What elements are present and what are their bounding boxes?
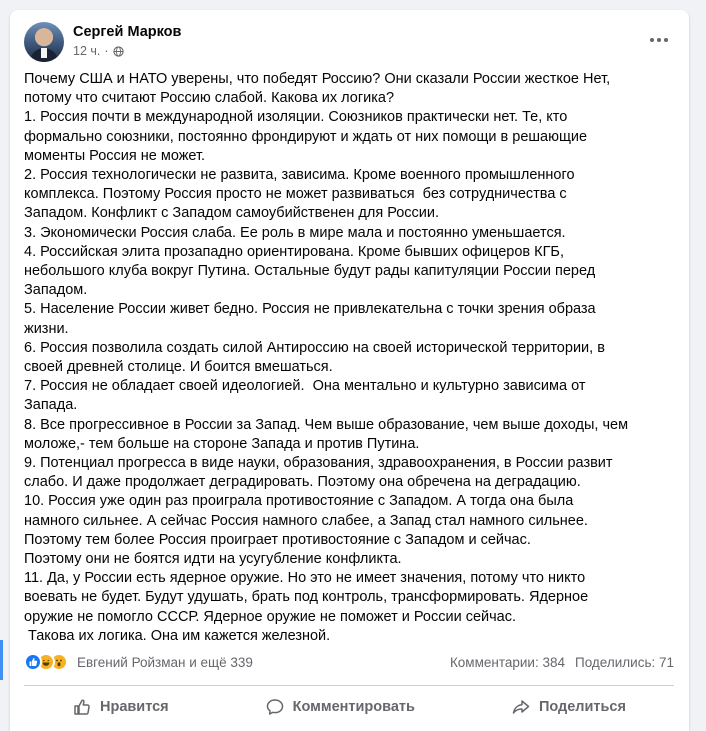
post-text-line: 1. Россия почти в международной изоляции. Союзников практически нет. Те, кто — [24, 109, 568, 126]
post-actions — [24, 688, 674, 726]
post-text-line: формально союзники, постоянно фрондируют и ждать от них помощи в решающие — [24, 128, 588, 145]
post-text-line: 3. Экономически Россия слаба. Ее роль в мире мала и постоянно уменьшается. — [24, 224, 566, 241]
post-text-line: 9. Потенциал прогресса в виде науки, образования, здравоохранения, в России развит — [24, 455, 613, 472]
reaction-icons[interactable] — [24, 653, 63, 671]
comments-count[interactable]: Комментарии: 384 — [449, 654, 565, 670]
reactors-summary[interactable]: Евгений Ройзман и ещё 339 — [77, 654, 253, 670]
actions-divider — [24, 685, 674, 686]
share-label: Поделиться — [538, 699, 626, 715]
comment-bubble-icon — [265, 697, 285, 717]
post-text-line: 5. Население России живет бедно. Россия не привлекательна с точки зрения образа — [24, 301, 596, 318]
post-text-line: 11. Да, у России есть ядерное оружие. Но это не имеет значения, потому что никто — [24, 570, 586, 587]
engagement-counts — [450, 655, 674, 670]
post-text-line: Западом. Конфликт с Западом самоубийственен для России. — [24, 205, 440, 222]
dot — [650, 38, 654, 42]
share-button[interactable] — [501, 691, 636, 723]
thumbs-up-icon — [72, 697, 92, 717]
post-text-line: небольшого клуба вокруг Путина. Остальные будут рады капитуляции России перед — [24, 263, 596, 280]
post-timestamp[interactable]: 12 ч. — [73, 44, 101, 58]
reactions-bar — [24, 650, 674, 674]
post-text-line: намного сильнее. А сейчас Россия намного слабее, а Запад стал намного сильнее. — [24, 512, 588, 529]
dot — [664, 38, 668, 42]
post-card — [10, 10, 689, 731]
share-arrow-icon — [511, 697, 531, 717]
post-text-line: Почему США и НАТО уверены, что победят Россию? Они сказали России жесткое Нет, — [24, 71, 611, 87]
focus-accent — [0, 640, 3, 680]
comment-button[interactable] — [255, 691, 425, 723]
dot — [657, 38, 661, 42]
like-button[interactable] — [62, 691, 179, 723]
post-text-line: 7. Россия не обладает своей идеологией. Она ментально и культурно зависима от — [24, 378, 586, 395]
post-text-line: слабо. И даже продолжает деградировать. Поэтому она обречена на деградацию. — [24, 474, 581, 491]
comment-label: Комментировать — [292, 699, 415, 715]
post-text-line: 8. Все прогрессивное в России за Запад. Чем выше образование, чем выше доходы, чем — [24, 416, 629, 433]
post-text-line: Такова их логика. Она им кажется железной. — [24, 627, 331, 644]
post-text-line: 2. Россия технологически не развита, зависима. Кроме военного промышленного — [24, 167, 575, 184]
post-text-line: комплекса. Поэтому Россия просто не может развиваться без сотрудничества с — [24, 186, 567, 203]
post-text — [24, 70, 674, 646]
post-text-line: Поэтому тем более Россия проиграет противостояние с Западом и сейчас. — [24, 531, 531, 548]
post-text-line: моложе,- тем больше на стороне Запада и против Путина. — [24, 435, 420, 452]
post-meta — [73, 44, 124, 58]
post-text-line: Запада. — [24, 397, 78, 414]
meta-separator: · — [104, 44, 109, 58]
avatar-collar — [41, 48, 47, 58]
post-header — [24, 22, 674, 66]
post-text-line: оружие не помогло СССР. Ядерное оружие не поможет и России сейчас. — [24, 608, 517, 625]
shares-count[interactable]: Поделились: 71 — [575, 654, 674, 670]
post-text-line: 4. Российская элита прозападно ориентирована. Кроме бывших офицеров КГБ, — [24, 243, 564, 260]
post-text-line: 6. Россия позволила создать силой Антироссию на своей исторической территории, в — [24, 339, 605, 356]
more-dots-icon[interactable] — [644, 28, 674, 52]
post-text-line: 10. Россия уже один раз проиграла противостояние с Западом. А тогда она была — [24, 493, 574, 510]
post-text-line: моменты Россия не может. — [24, 147, 206, 164]
post-text-line: воевать не будет. Будут удушать, брать под контроль, трансформировать. Ядерное — [24, 589, 589, 606]
avatar[interactable] — [24, 22, 64, 62]
like-label: Нравится — [99, 699, 169, 715]
post-text-line: потому что считают Россию слабой. Какова их логика? — [24, 90, 395, 107]
like-icon — [24, 653, 42, 671]
post-text-line: своей древней столице. И боится вмешаться. — [24, 359, 333, 376]
globe-icon[interactable] — [113, 46, 124, 57]
author-name[interactable]: Сергей Марков — [73, 24, 182, 40]
post-text-line: Западом. — [24, 282, 88, 299]
post-text-line: жизни. — [24, 320, 69, 337]
post-text-line: Поэтому они не боятся идти на усугубление конфликта. — [24, 551, 402, 568]
